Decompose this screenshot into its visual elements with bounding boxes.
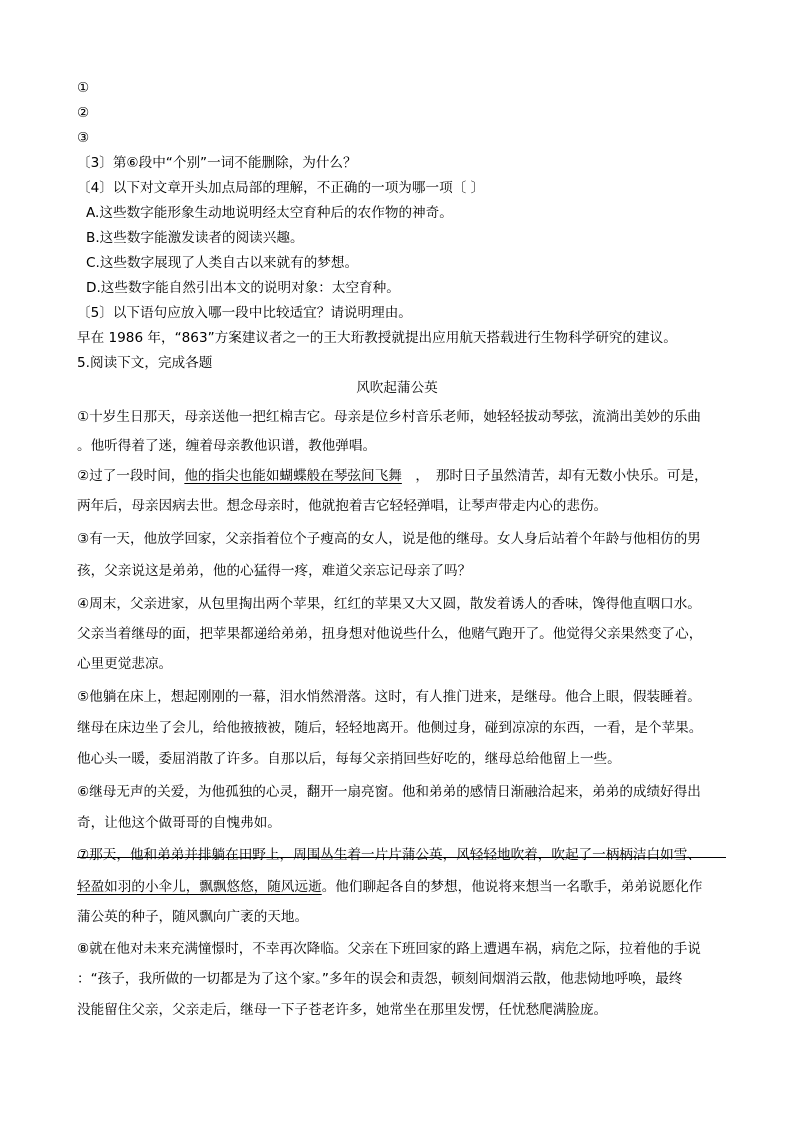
option-c: C.这些数字展现了人类自古以来就有的梦想。: [86, 255, 359, 271]
paragraph-3-line-1: ③有一天，他放学回家，父亲指着位个子瘦高的女人，说是他的继母。女人身后站着个年龄与他相仿的男: [77, 531, 701, 547]
option-d: D.这些数字能自然引出本文的说明对象：太空育种。: [86, 280, 400, 296]
paragraph-3-line-2: 孩，父亲说这是弟弟，他的心猛得一疼，难道父亲忘记母亲了吗？: [77, 563, 472, 579]
paragraph-5-line-2: 继母在床边坐了会儿，给他掖掖被，随后，轻轻地离开。他侧过身，碰到凉凉的东西，一看，是个苹果。: [77, 720, 703, 736]
paragraph-8-line-3: 没能留住父亲，父亲走后，继母一下子苍老许多，她常坐在那里发愣，任忧愁爬满脸庞。: [77, 1002, 608, 1018]
paragraph-7-line-3: 蒲公英的种子，随风飘向广袤的天地。: [77, 909, 309, 925]
question-5-sentence: 早在 1986 年，“863”方案建议者之一的王大珩教授就提出应用航天搭载进行生物科学研究的建议。: [77, 330, 677, 346]
underlined-sentence-1: 他的指尖也能如蝴蝶般在琴弦间飞舞: [184, 468, 402, 484]
article-title: 风吹起蒲公英: [356, 380, 438, 396]
paragraph-2-line-2: 两年后，母亲因病去世。想念母亲时，他就抱着吉它轻轻弹唱，让琴声带走内心的悲伤。: [77, 498, 608, 514]
underline-rule: [77, 857, 726, 858]
answer-blank-1: ①: [77, 80, 90, 96]
paragraph-6-line-2: 奇，让他这个做哥哥的自愧弗如。: [77, 815, 281, 831]
paragraph-5-line-3: 他心头一暖，委屈消散了许多。自那以后，每每父亲捎回些好吃的，继母总给他留上一些。: [77, 751, 621, 767]
question-3: 〔3〕第⑥段中“个别”一词不能删除，为什么？: [77, 155, 357, 171]
paragraph-4-line-2: 父亲当着继母的面，把苹果都递给弟弟，扭身想对他说些什么，他赌气跑开了。他觉得父亲果然变了心，: [77, 626, 703, 642]
question-4: 〔4〕以下对文章开头加点局部的理解，不正确的一项为哪一项〔 〕: [77, 180, 485, 196]
section-5-instruction: 5.阅读下文，完成各题: [77, 355, 213, 371]
paragraph-4-line-1: ④周末，父亲进家，从包里掏出两个苹果，红红的苹果又大又圆，散发着诱人的香味，馋得他直咽口水。: [77, 596, 701, 612]
option-b: B.这些数字能激发读者的阅读兴趣。: [86, 230, 304, 246]
paragraph-1-line-2: 。他听得着了迷，缠着母亲教他识谱，教他弹唱。: [77, 438, 377, 454]
option-a: A.这些数字能形象生动地说明经太空育种后的农作物的神奇。: [86, 205, 453, 221]
paragraph-8-line-2: ：“孩子，我所做的一切都是为了这个家。”多年的误会和责怨，顿刻间烟消云散，他悲恸地呼唤，最终: [77, 971, 683, 987]
paragraph-5-line-1: ⑤他躺在床上，想起刚刚的一幕，泪水悄然滑落。这时，有人推门进来，是继母。他合上眼，假装睡着。: [77, 689, 701, 705]
question-5: 〔5〕以下语句应放入哪一段中比较适宜？请说明理由。: [77, 305, 412, 321]
paragraph-7-line-1: ⑦那天，他和弟弟并排躺在田野上，周围丛生着一片片蒲公英，风轻轻地吹着，吹起了一柄柄洁白如雪、: [77, 847, 701, 863]
paragraph-2-lead: ②过了一段时间，: [77, 468, 185, 484]
answer-blank-2: ②: [77, 105, 90, 121]
paragraph-2-line-1: [77, 466, 727, 486]
paragraph-6-line-1: ⑥继母无声的关爱，为他孤独的心灵，翻开一扇亮窗。他和弟弟的感情日渐融洽起来，弟弟的成绩好得出: [77, 784, 701, 800]
paragraph-1-line-1: ①十岁生日那天，母亲送他一把红棉吉它。母亲是位乡村音乐老师，她轻轻拔动琴弦，流淌出美妙的乐曲: [77, 409, 701, 425]
paragraph-4-line-3: 心里更觉悲凉。: [77, 656, 173, 672]
paragraph-7-rest: 。他们聊起各自的梦想，他说将来想当一名歌手，弟弟说愿化作: [321, 879, 703, 895]
paragraph-2-rest: ， 那时日子虽然清苦，却有无数小快乐。可是，: [401, 468, 708, 484]
answer-blank-3: ③: [77, 130, 90, 146]
paragraph-8-line-1: ⑧就在他对未来充满憧憬时，不幸再次降临。父亲在下班回家的路上遭遇车祸，病危之际，拉着他的手说: [77, 941, 701, 957]
paragraph-7-line-2: [77, 877, 727, 897]
underlined-sentence-2: 轻盈如羽的小伞儿，飘飘悠悠，随风远逝: [77, 879, 322, 895]
